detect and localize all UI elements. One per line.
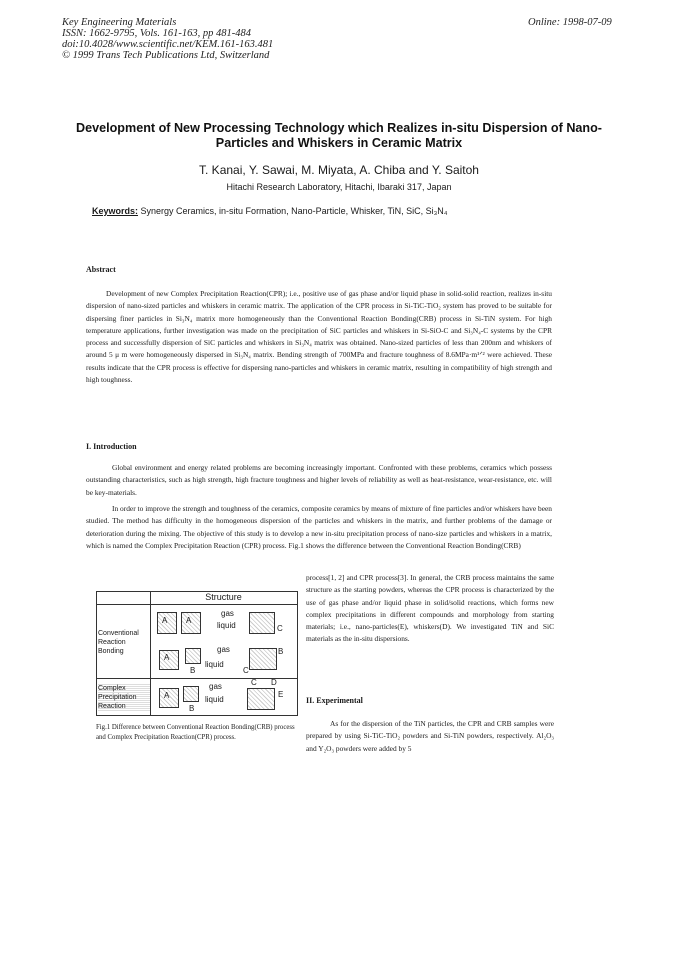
experimental-heading: II. Experimental [306, 696, 363, 705]
label-gas: gas [209, 682, 222, 691]
row-label-cpr: Complex Precipitation Reaction [98, 684, 150, 711]
label-b: B [278, 647, 284, 656]
label-e: E [278, 690, 284, 699]
particle-b [185, 648, 201, 664]
figure-divider [150, 592, 151, 715]
label-b: B [189, 704, 195, 713]
intro-paragraph-2: In order to improve the strength and toughness of the ceramics, composite ceramics by means of mixture of fine particles and/or whiskers have been studied. The method has difficulty in the homogeneous dispersion of the particles and whiskers in the matrix, and further problems of the damage or deterioration during the mixing. The objective of this study is to develop a new in-situ precipitation process of nano-size particles and whiskers in a matrix, which is named the Complex Precipitation Reaction (CPR) process. Fig.1 shows the difference between the Conventional Reaction Bonding(CRB) [86, 504, 552, 550]
label-d: D [271, 678, 277, 687]
particle-b [183, 686, 199, 702]
product-de [247, 688, 275, 710]
product-c [249, 648, 277, 670]
intro-paragraph-3: process[1, 2] and CPR process[3]. In general, the CRB process maintains the same structure as the starting powders, whereas the CPR process is characterized by the use of gas phase and/or liquid phase in solid/solid reactions, which forms new complex precipitations in different compounds and morphology from starting materials; i.e., nano-particles(E), whiskers(D). We investigated TiN and SiC materials as the in-situ dispersions. [306, 573, 554, 644]
journal-name: Key Engineering Materials [62, 17, 177, 28]
doi[interactable]: doi:10.4028/www.scientific.net/KEM.161-163.481 [62, 39, 274, 50]
figure-row-line [97, 604, 297, 605]
experimental-text: As for the dispersion of the TiN particles, the CPR and CRB samples were prepared by using Si-TiC-TiO₂ powders and Si-TiN powders, respectively. Al₂O₃ and Y₂O₃ powders were added by 5 [306, 719, 554, 753]
introduction-heading: I. Introduction [86, 442, 137, 451]
label-c: C [251, 678, 257, 687]
abstract-text: Development of new Complex Precipitation Reaction(CPR); i.e., positive use of gas phase and/or liquid phase in solid-solid reaction, realizes in-situ dispersion of nano-sized particles and whiskers in ceramic matrix. The application of the CPR process in Si-TiC-TiO₂ system has proved to be suitable for dispersing finer particles in Si₃N₄ matrix more homogeneously than the Conventional Reaction Bonding(CRB) process in Si-TiN system. For high temperature applications, further investigation was made on the precipitation of SiC particles and whiskers in Si-SiO-C and Si₃N₄-C systems by the CPR process and successfully dispersion of SiC particles and whiskers in Si₃N₄ matrix was obtained. Nano-sized particles of less than 200nm and whiskers of around 5 μ m were homogeneously dispersed in Si₃N₄ matrix. Bending strength of 700MPa and fracture toughness of 8.6MPa·m¹ᐟ² were achieved. These results indicate that the CPR process is effective for dispersing nano-particles and whiskers in ceramic matrix, resulting in compatibility of high strength and high toughness. [86, 289, 552, 385]
keywords-text: Synergy Ceramics, in-situ Formation, Nano-Particle, Whisker, TiN, SiC, Si₃N₄ [140, 206, 448, 216]
online-date: Online: 1998-07-09 [528, 17, 612, 28]
label-b: B [190, 666, 196, 675]
label-a: A [164, 653, 170, 662]
issn: ISSN: 1662-9795, Vols. 161-163, pp 481-484 [62, 28, 251, 39]
label-a: A [186, 616, 192, 625]
authors: T. Kanai, Y. Sawai, M. Miyata, A. Chiba and Y. Saitoh [199, 163, 479, 177]
label-liquid: liquid [205, 695, 224, 704]
keywords-label: Keywords: [92, 206, 139, 216]
label-gas: gas [221, 609, 234, 618]
label-liquid: liquid [205, 660, 224, 669]
copyright: © 1999 Trans Tech Publications Ltd, Switzerland [62, 50, 270, 61]
paper-title: Development of New Processing Technology which Realizes in-situ Dispersion of Nano-Particles and Whiskers in Ceramic Matrix [76, 121, 602, 150]
label-liquid: liquid [217, 621, 236, 630]
keywords [92, 206, 447, 216]
figure-caption-label: Fig.1 [96, 724, 111, 731]
abstract-heading: Abstract [86, 265, 116, 274]
affiliation: Hitachi Research Laboratory, Hitachi, Ibaraki 317, Japan [226, 182, 452, 192]
label-c: C [277, 624, 283, 633]
intro-paragraph-1: Global environment and energy related problems are becoming increasingly important. Confronted with these problems, ceramics which possess outstanding characteristics, such as high strength, high fracture toughness and higher levels of reliability as well as heat-resistance, wear-resistance, etc. will be key-materials. [86, 463, 552, 497]
label-a: A [162, 616, 168, 625]
label-a: A [164, 691, 170, 700]
product-c [249, 612, 275, 634]
figure-caption-text: Difference between Conventional Reaction Bonding(CRB) process and Complex Precipitation Reaction(CPR) process. [96, 724, 295, 741]
label-gas: gas [217, 645, 230, 654]
figure-caption [96, 723, 298, 742]
structure-header: Structure [205, 592, 242, 602]
figure-1 [96, 591, 298, 716]
label-c: C [243, 666, 249, 675]
figure-row-line [97, 678, 297, 679]
row-label-crb: Conventional Reaction Bonding [98, 630, 139, 655]
